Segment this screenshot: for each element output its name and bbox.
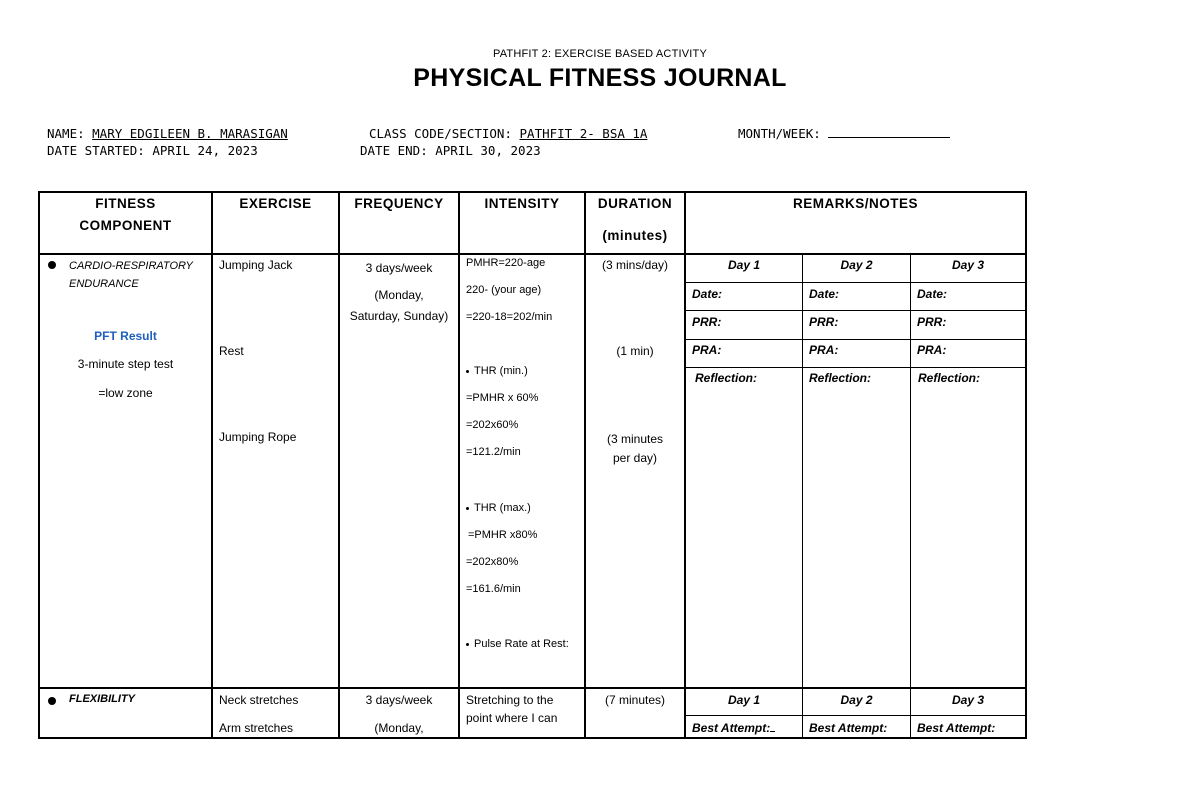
intensity-thr-max-calc: =202x80% <box>466 556 519 568</box>
header-remarks: REMARKS/NOTES <box>792 196 918 211</box>
duration-jumping-jack: (3 mins/day) <box>601 258 669 272</box>
bullet-icon <box>466 643 469 646</box>
bullet-icon <box>48 261 56 269</box>
day1-reflection-label: Reflection: <box>695 371 758 385</box>
header-duration-line1: DURATION <box>597 196 673 211</box>
day3-pra-label: PRA: <box>917 343 947 357</box>
duration-jumping-rope <box>586 430 684 468</box>
intensity-thr-min-result: =121.2/min <box>466 446 521 458</box>
class-field <box>369 126 647 141</box>
intensity-thr-max-result: =161.6/min <box>466 583 521 595</box>
intensity-thr-min-formula: =PMHR x 60% <box>466 392 539 404</box>
day3-header: Day 3 <box>951 258 985 272</box>
intensity-pulse-rest <box>466 638 569 650</box>
day2-pra-label: PRA: <box>809 343 839 357</box>
intensity-pulse-rest-text: Pulse Rate at Rest: <box>474 638 569 650</box>
day1-prr-label: PRR: <box>692 315 722 329</box>
exercise-jumping-rope: Jumping Rope <box>219 430 297 444</box>
date-started: DATE STARTED: APRIL 24, 2023 <box>47 143 258 158</box>
name-value: MARY EDGILEEN B. MARASIGAN <box>92 126 288 141</box>
duration-jumping-rope-line1: (3 minutes <box>606 432 664 446</box>
day1-pra-label: PRA: <box>692 343 722 357</box>
day1-date-label: Date: <box>692 287 723 301</box>
day2-header: Day 2 <box>840 258 873 272</box>
header-fitness-line1: FITNESS <box>95 196 156 211</box>
month-week-field <box>738 126 950 141</box>
day1-header: Day 1 <box>727 258 761 272</box>
day2-date-label: Date: <box>809 287 840 301</box>
day3-reflection-label: Reflection: <box>918 371 981 385</box>
intensity-thr-max-label <box>466 502 531 514</box>
bullet-icon <box>466 370 469 373</box>
flex-day3-best-attempt: Best Attempt: <box>917 721 996 735</box>
bullet-icon <box>466 507 469 510</box>
header-duration <box>586 193 684 247</box>
date-end: DATE END: APRIL 30, 2023 <box>360 143 541 158</box>
duration-rest: (1 min) <box>616 344 654 358</box>
pft-result-value: =low zone <box>98 386 153 400</box>
flex-day2-best-attempt: Best Attempt: <box>809 721 888 735</box>
frequency-cardio-line1: 3 days/week <box>365 261 433 275</box>
document-subtitle: PATHFIT 2: EXERCISE BASED ACTIVITY <box>492 48 708 60</box>
intensity-flexibility-line2: point where I can <box>466 711 558 725</box>
day2-reflection-label: Reflection: <box>809 371 872 385</box>
frequency-flexibility-line2: (Monday, <box>374 721 424 735</box>
day3-date-label: Date: <box>917 287 948 301</box>
month-week-label: MONTH/WEEK: <box>738 126 829 141</box>
flex-day1-best-attempt-text: Best Attempt: <box>692 721 771 735</box>
intensity-thr-min-text: THR (min.) <box>474 365 528 377</box>
flex-day1-best-attempt <box>692 721 775 735</box>
intensity-pmhr: PMHR=220-age <box>466 257 546 269</box>
frequency-flexibility-line1: 3 days/week <box>365 693 433 707</box>
class-value: PATHFIT 2- BSA 1A <box>519 126 648 141</box>
exercise-jumping-jack: Jumping Jack <box>219 258 293 272</box>
pft-test: 3-minute step test <box>77 357 174 371</box>
intensity-flexibility-line1: Stretching to the <box>466 693 554 707</box>
flex-day1-blank <box>770 721 775 732</box>
duration-flexibility: (7 minutes) <box>604 693 666 707</box>
exercise-neck-stretches: Neck stretches <box>219 693 299 707</box>
header-frequency: FREQUENCY <box>354 196 444 211</box>
duration-jumping-rope-line2: per day) <box>612 451 658 465</box>
exercise-rest: Rest <box>219 344 244 358</box>
flex-day1-header: Day 1 <box>727 693 761 707</box>
header-fitness-component <box>40 193 211 237</box>
intensity-thr-max-formula: =PMHR x80% <box>468 529 538 541</box>
header-intensity: INTENSITY <box>484 196 560 211</box>
flex-day3-header: Day 3 <box>951 693 985 707</box>
intensity-thr-min-calc: =202x60% <box>466 419 519 431</box>
flex-day2-header: Day 2 <box>840 693 873 707</box>
header-fitness-line2: COMPONENT <box>79 218 172 233</box>
header-exercise: EXERCISE <box>239 196 312 211</box>
component-cardio-line2: ENDURANCE <box>69 278 139 290</box>
document-title: PHYSICAL FITNESS JOURNAL <box>413 64 787 92</box>
intensity-pmhr-value: =220-18=202/min <box>466 311 553 323</box>
month-week-blank <box>828 126 950 138</box>
intensity-thr-min-label <box>466 365 528 377</box>
pft-result-label: PFT Result <box>94 329 157 343</box>
intensity-age: 220- (your age) <box>466 284 542 296</box>
class-label: CLASS CODE/SECTION: <box>369 126 520 141</box>
name-label: NAME: <box>47 126 93 141</box>
component-flexibility: FLEXIBILITY <box>69 693 135 705</box>
header-duration-line2: (minutes) <box>602 228 668 243</box>
name-field <box>47 126 288 141</box>
component-cardio-line1: CARDIO-RESPIRATORY <box>69 260 193 272</box>
component-cardio <box>69 257 193 293</box>
frequency-cardio <box>340 258 458 327</box>
day2-prr-label: PRR: <box>809 315 839 329</box>
frequency-cardio-line2: (Monday, <box>374 288 424 302</box>
exercise-arm-stretches: Arm stretches <box>219 721 294 735</box>
frequency-cardio-line3: Saturday, Sunday) <box>349 309 449 323</box>
bullet-icon <box>48 697 56 705</box>
day3-prr-label: PRR: <box>917 315 947 329</box>
intensity-thr-max-text: THR (max.) <box>474 502 531 514</box>
